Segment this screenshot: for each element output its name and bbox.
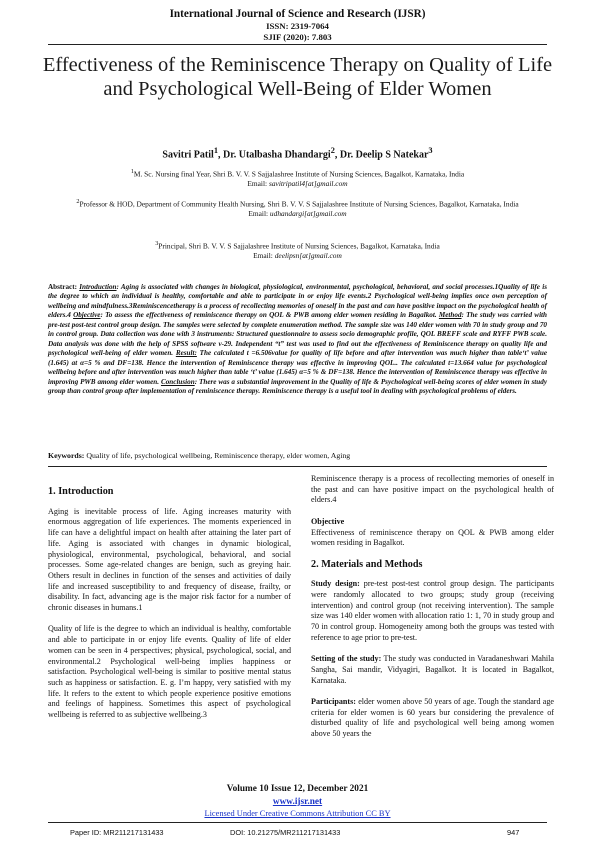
paragraph: Quality of life is the degree to which an individual is healthy, comfortable and able to participate in or enjoy life events. Quality of life of elder women can be seen in 4 perspectives; physical, psychological, social, and environmental.2 Psychological well-being implies happiness or satisfaction. Psychological well-being is similar to positive mental status such as happiness or satisfaction. E. g. I’m happy, very satisfied with my life. It refers to the extent to which people experience positive emotions and feelings of happiness. Sometimes this aspect of psychological wellbeing is referred to as subjective wellbeing.3 [48,624,291,720]
left-column [48,487,291,731]
run-in-text: pre-test post-test control group design. The participants were randomly allocated to two groups; study group (receiving intervention) and control group (not receiving intervention). The sample size was 140 elder women with allocation ratio 1: 1, 70 in study group and 70 in control group. Homogeneity among both the groups was tested with reference to age prior to pre-test. [311,579,554,642]
run-in-label: Setting of the study: [311,654,382,664]
run-in-label: Participants: [311,697,356,706]
author-name: Savitri Patil [162,149,214,161]
abstract-method-text: : The study was carried with pre-test post-test control group design. The samples were selected by complete enumeration method. The sample size was 140 elder women with 70 in study group and 70 in control group. Data collection was done with 3 instruments: Structured questionnaire to assess socio demographic profile, QOL BREFF scale and RYFF PWB scale. Data analysis was done with the help of SPSS software v-29. Independent “t” test was used to find out the effectiveness of Reminiscence therapy on quality life and psychological well-being of elder women. [48,311,548,358]
footer-volume: Volume 10 Issue 12, December 2021 [226,784,369,794]
paragraph: Aging is inevitable process of life. Aging increases maturity with enormous aggregation of life experiences. The moments experienced in life can have a delightful impact on health after attaining the later part of life. Aging is associated with changes in dynamic biological, physiological, environmental, psychological, behavioral, and social processes. Some age-related changes are benign, such as greying hair. Others result in declines in function of the senses and activities of daily life and increased susceptibility to and frequency of disease, frailty, or disability. In fact, advancing age is the major risk factor for a number of chronic diseases in humans.1 [48,506,291,613]
section-heading-materials-methods: 2. Materials and Methods [311,558,423,570]
paragraph-participants [311,697,554,740]
email-label: Email: [248,209,269,219]
author-sup: 3 [428,146,433,155]
footer-site-link[interactable]: www.ijsr.net [272,797,323,807]
email-label: Email: [247,179,268,189]
author-list: Savitri Patil$^1$, Dr. Utalbasha Dhandargi$^2$, Dr. Deelip S Natekar$^3$ [162,146,433,161]
abstract-label: Abstract: [48,283,77,291]
keywords-text: Quality of life, psychological wellbeing, Reminiscence therapy, elder women, Aging [86,451,351,460]
affiliation-3 [60,240,535,261]
run-in-text: The study was conducted in Varadaneshwari Mahila Sangha, Sai mandir, Vidyagiri, Bagalkot. It is located in Bagalkot, Karnataka. [311,654,554,685]
affiliation-sup: 3 [155,241,159,247]
run-in-label: Study design: [311,579,360,589]
keywords-rule [48,466,547,467]
affiliation-sup: 1 [130,169,134,175]
journal-sjif: SJIF (2020): 7.803 [263,32,332,42]
subheading-objective: Objective [311,516,345,526]
keywords [48,451,547,460]
footer-doi: DOI: 10.21275/MR211217131433 [230,828,341,837]
paragraph-study-design [311,579,554,643]
email-link[interactable]: deelipsn[at]gmail.com [274,251,342,261]
abstract-conclusion-label: Conclusion [160,377,195,386]
abstract-intro-text: : Aging is associated with changes in biological, physiological, environmental, psychological, behavioral, and social processes.1Quality of life is the degree to which an individual is healthy, comfortable and able to participate in or enjoy life events.2 Psychological well-being implies once own perception of wellbeing and mindfulness.3Reminiscencetherapy is a process of recollecting memories of oneself in the past and can have positive impact on the psychological health of elders.4 [48,283,547,320]
abstract-objective-label: Objective [73,311,101,320]
affiliation-2 [60,198,535,219]
journal-name: International Journal of Science and Research (IJSR) [169,8,426,20]
author-sup: 1 [213,146,218,155]
abstract [48,283,547,396]
header-rule [48,44,547,45]
affiliation-text: Professor & HOD, Department of Community Health Nursing, Shri B. V. V. S Sajjalashree Institute of Nursing Sciences, Bagalkot, Karnataka, India [79,199,519,209]
footer-page-number: 947 [507,828,520,837]
paragraph: Reminiscence therapy is a process of recollecting memories of oneself in the past and can have positive impact on the psychological health of elders.4 [311,474,554,505]
right-column [311,474,554,751]
abstract-result-text: The calculated t =6.506value for quality of life before and after intervention was much higher than table‘t’ value (1.645) at α=5 % and DF=138. Hence the intervention of Reminiscence therapy was effective in improving QOL.. The calculated t=13.664 value for psychological wellbeing before and after intervention was much higher than table ‘t’ value (1.645) α=5 % & DF=138. Hence the intervention of Reminiscence therapy was effective in improving PWB among elder women. [48,349,548,386]
email-label: Email: [253,251,273,261]
paper-title: Effectiveness of the Reminiscence Therapy on Quality of Life and Psychological Well-Being of Elder Women [42,54,553,100]
affiliation-sup: 2 [76,199,80,205]
email-link[interactable]: savitripatil4[at]gmail.com [268,179,348,189]
run-in-text: elder women above 50 years of age. Tough the standard age criteria for elder women is 60 years bur considering the prevalence of disturbed quality of life and psychological well being among women above 50 years the [311,697,554,739]
keywords-label: Keywords: [48,451,85,460]
affiliation-1 [60,168,535,189]
affiliation-text: M. Sc. Nursing final Year, Shri B. V. V. S Sajjalashree Institute of Nursing Sciences, Bagalkot, Karnataka, India [133,169,465,179]
author-name: Dr. Deelip S Natekar [339,149,429,161]
author-name: Dr. Utalbasha Dhandargi [222,149,331,161]
author-sup: 2 [330,146,335,155]
affiliation-text: Principal, Shri B. V. V. S Sajjalashree Institute of Nursing Sciences, Bagalkot, Karnataka, India [158,241,440,251]
abstract-objective-text: : To assess the effectiveness of reminiscence therapy on QOL & PWB among elder women residing in Bagalkot. [100,311,439,320]
paragraph-setting [311,654,554,686]
section-heading-introduction: 1. Introduction [48,486,114,497]
abstract-method-label: Method [438,311,462,320]
paragraph: Effectiveness of reminiscence therapy on QOL & PWB among elder women residing in Bagalkot. [311,527,554,548]
abstract-result-label: Result: [175,349,197,358]
journal-issn: ISSN: 2319-7064 [266,21,329,31]
abstract-intro-label: Introduction [79,283,117,291]
footer-paper-id: Paper ID: MR211217131433 [70,828,164,837]
footer-license-link[interactable]: Licensed Under Creative Commons Attribution CC BY [204,809,391,818]
footer-rule [48,822,547,823]
email-link[interactable]: udhandargi[at]gmail.com [269,209,347,219]
abstract-conclusion-text: : There was a substantial improvement in the Quality of life & Psychological well-being scores of elder women in study group than control group after implementation of reminiscence therapy. Reminiscence therapy is a useful tool in dealing with psychological problems of elders. [48,377,547,395]
